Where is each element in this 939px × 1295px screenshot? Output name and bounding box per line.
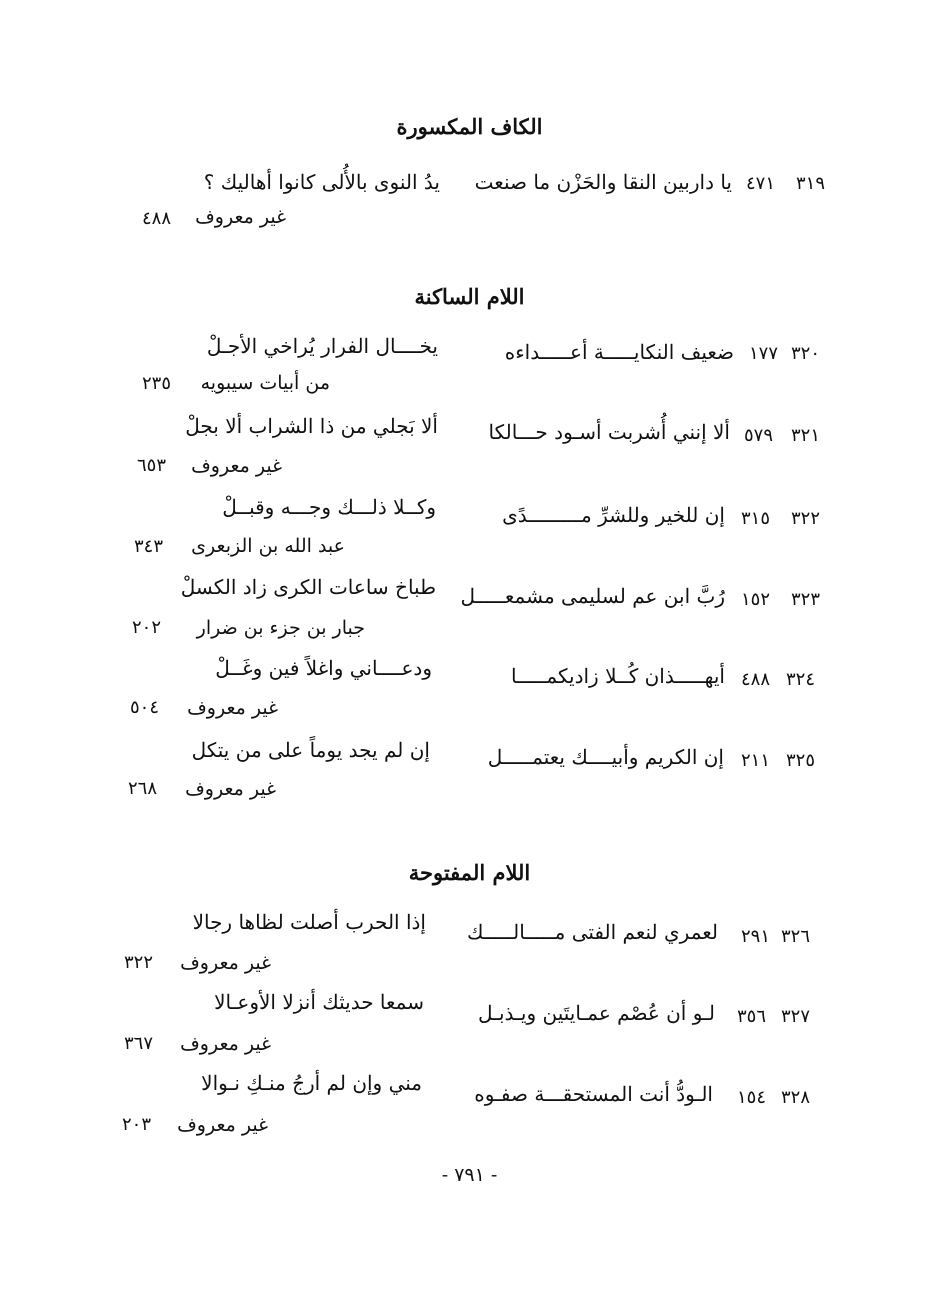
verse-number: ٣٢١	[790, 425, 820, 446]
verse-number: ٣٢٠	[790, 343, 820, 364]
reference-number: ١٧٧	[748, 343, 778, 364]
reference-number: ٣٥٦	[736, 1006, 766, 1027]
verse-hemistich-first: الـودُّ أنت المستحقـــة صفـوه	[474, 1082, 713, 1106]
source-page: ٢٠٣	[122, 1114, 152, 1135]
verse-hemistich-second: طباخ ساعات الكرى زاد الكسلْ	[180, 575, 436, 599]
reference-number: ١٥٤	[736, 1087, 766, 1108]
verse-hemistich-second: إن لم يجد يوماً على من يتكل	[191, 738, 430, 762]
reference-number: ٢٩١	[740, 926, 770, 947]
verse-number: ٣٢٧	[780, 1006, 810, 1027]
verse-number: ٣٢٢	[790, 508, 820, 529]
verse-number: ٣٢٣	[790, 589, 820, 610]
verse-hemistich-first: رُبَّ ابن عم لسليمى مشمعـــــل	[460, 584, 725, 608]
poet-name: جبار بن جزء بن ضرار	[196, 617, 365, 639]
reference-number: ٥٧٩	[743, 425, 773, 446]
source-page: ٢٣٥	[142, 373, 172, 394]
poet-name: من أبيات سيبويه	[200, 372, 330, 394]
source-page: ٥٠٤	[130, 697, 160, 718]
verse-hemistich-first: إن للخير وللشرِّ مـــــــــدًى	[502, 503, 725, 527]
source-page: ٦٥٣	[137, 455, 167, 476]
page-number: - ٧٩١ -	[441, 1164, 498, 1186]
poet-name: غير معروف	[191, 455, 282, 477]
poet-name: غير معروف	[195, 206, 286, 228]
verse-hemistich-first: يا داربين النقا والحَزْن ما صنعت	[474, 170, 732, 194]
verse-hemistich-first: إن الكريم وأبيــــك يعتمـــــل	[487, 745, 724, 769]
verse-hemistich-second: مني وإن لم أرجُ منـكِ نـوالا	[201, 1071, 422, 1095]
verse-hemistich-first: لعمري لنعم الفتى مـــــالـــــك	[467, 920, 718, 944]
reference-number: ٢١١	[740, 750, 770, 771]
source-page: ٣٢٢	[124, 952, 154, 973]
verse-number: ٣٢٥	[785, 750, 815, 771]
verse-number: ٣٢٤	[785, 669, 815, 690]
poet-name: غير معروف	[180, 952, 271, 974]
source-page: ٤٨٨	[142, 208, 172, 229]
source-page: ٢٦٨	[128, 778, 158, 799]
verse-number: ٣١٩	[795, 173, 825, 194]
poet-name: غير معروف	[180, 1033, 271, 1055]
verse-hemistich-second: سمعا حديثك أنزلا الأوعـالا	[214, 990, 424, 1014]
verse-hemistich-first: أيهـــــذان كُــلا زاديكمـــــا	[511, 664, 725, 688]
verse-number: ٣٢٨	[780, 1087, 810, 1108]
verse-number: ٣٢٦	[780, 926, 810, 947]
verse-hemistich-second: يخــــال الفرار يُراخي الأجـلْ	[206, 334, 438, 358]
section-heading: اللام المفتوحة	[408, 860, 531, 885]
verse-hemistich-second: ودعــــاني واغلاً فين وغَــلْ	[215, 656, 432, 680]
verse-hemistich-second: إذا الحرب أصلت لظاها رجالا	[192, 910, 426, 934]
poet-name: غير معروف	[187, 697, 278, 719]
source-page: ٢٠٢	[132, 617, 162, 638]
verse-hemistich-first: لـو أن عُصْم عمـايتَين ويـذبـل	[477, 1001, 715, 1025]
verse-hemistich-second: ألا بَجلي من ذا الشراب ألا بجلْ	[185, 414, 438, 438]
verse-hemistich-second: يدُ النوى بالأُلى كانوا أهاليك ؟	[203, 170, 440, 194]
poet-name: غير معروف	[185, 778, 276, 800]
verse-hemistich-first: ألا إنني أُشربت أسـود حـــالكا	[488, 420, 730, 444]
section-heading: اللام الساكنة	[414, 284, 525, 309]
poet-name: عبد الله بن الزبعرى	[191, 535, 345, 557]
section-heading: الكاف المكسورة	[396, 114, 543, 139]
poet-name: غير معروف	[177, 1114, 268, 1136]
reference-number: ٣١٥	[740, 508, 770, 529]
source-page: ٣٤٣	[134, 536, 164, 557]
reference-number: ١٥٢	[740, 589, 770, 610]
verse-hemistich-first: ضعيف النكايـــــة أعـــــداءه	[504, 340, 734, 364]
source-page: ٣٦٧	[124, 1033, 154, 1054]
verse-hemistich-second: وكــلا ذلـــك وجـــه وقبــلْ	[222, 495, 436, 519]
reference-number: ٤٧١	[745, 173, 775, 194]
reference-number: ٤٨٨	[740, 669, 770, 690]
